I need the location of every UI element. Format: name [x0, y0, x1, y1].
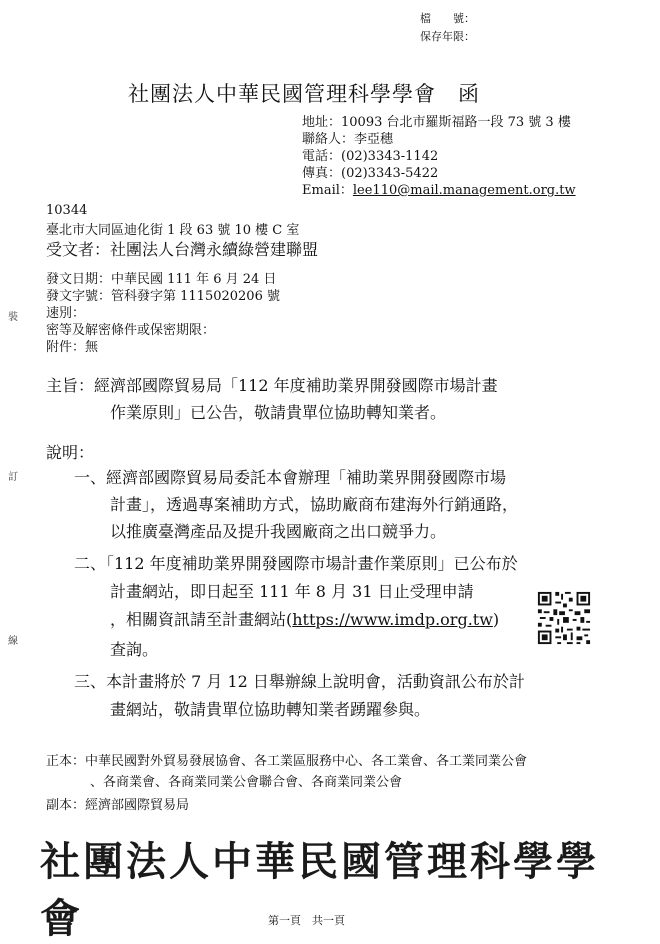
email-link[interactable]: lee110@mail.management.org.tw [352, 183, 576, 198]
margin-mark-zhuang: 裝 [8, 312, 18, 323]
retention-period-label: 保存年限： [420, 30, 475, 43]
item2-line-4: 查詢。 [110, 640, 159, 659]
subject-line-2: 作業原則」已公告，敬請貴單位協助轉知業者。 [110, 403, 447, 422]
document-number: 發文字號：管科發字第 1115020206 號 [46, 289, 280, 304]
item2-line-3-text: ，相關資訊請至計畫網站( [110, 610, 293, 629]
letter-title: 社團法人中華民國管理科學學會 函 [128, 82, 480, 106]
qr-code-image[interactable] [536, 590, 592, 646]
secrecy-level: 密等及解密條件或保密期限： [46, 323, 216, 338]
copy-recipients-row [46, 794, 189, 813]
sender-email-row [302, 179, 576, 198]
sender-contact: 聯絡人：李亞穗 [302, 132, 394, 147]
item2-line-3 [110, 607, 499, 630]
speed-class: 速別： [46, 306, 86, 321]
project-website-link[interactable]: https://www.imdp.org.tw [292, 610, 493, 629]
explanation-label: 說明： [46, 443, 95, 462]
organization-seal: 社團法人中華民國管理科學學會 [40, 838, 599, 942]
recipient-name: 受文者：社團法人台灣永續綠營建聯盟 [46, 240, 319, 259]
sender-fax: 傳真：(02)3343-5422 [302, 166, 439, 181]
copy-label: 副本： [46, 798, 86, 813]
recipient-address: 臺北市大同區迪化街 1 段 63 號 10 樓 C 室 [46, 223, 300, 238]
issue-date: 發文日期：中華民國 111 年 6 月 24 日 [46, 272, 277, 287]
item2-line-1: 二、「112 年度補助業界開發國際市場計畫作業原則」已公布於 [74, 554, 518, 573]
original-recipients-row [46, 750, 527, 769]
subject-line-1: 主旨：經濟部國際貿易局「112 年度補助業界開發國際市場計畫 [46, 376, 498, 395]
page-number: 第一頁 共一頁 [268, 914, 345, 927]
item1-line-1: 一、經濟部國際貿易局委託本會辦理「補助業界開發國際市場 [74, 468, 507, 487]
sender-address: 地址：10093 台北市羅斯福路一段 73 號 3 樓 [302, 115, 571, 130]
attachment: 附件：無 [46, 340, 99, 355]
item1-line-2: 計畫」，透過專案補助方式，協助廠商布建海外行銷通路， [110, 495, 519, 514]
item2-line-2: 計畫網站，即日起至 111 年 8 月 31 日止受理申請 [110, 582, 474, 601]
item1-line-3: 以推廣臺灣產品及提升我國廠商之出口競爭力。 [110, 522, 447, 541]
margin-mark-ding: 訂 [8, 472, 18, 483]
copy-recipients: 經濟部國際貿易局 [85, 798, 190, 813]
recipient-postcode: 10344 [46, 203, 88, 218]
item3-line-1: 三、本計畫將於 7 月 12 日舉辦線上說明會，活動資訊公布於計 [74, 672, 525, 691]
item2-close-paren: ) [492, 610, 500, 629]
original-recipients: 中華民國對外貿易發展協會、各工業區服務中心、各工業會、各工業同業公會 [85, 754, 528, 769]
margin-mark-xian: 線 [8, 636, 18, 647]
file-number-label: 檔 號： [420, 12, 475, 25]
original-recipients-line-2: 、各商業會、各商業同業公會聯合會、各商業同業公會 [90, 775, 403, 790]
original-label: 正本： [46, 754, 86, 769]
email-label: Email： [302, 183, 353, 198]
sender-phone: 電話：(02)3343-1142 [302, 149, 439, 164]
item3-line-2: 畫網站，敬請貴單位協助轉知業者踴躍參與。 [110, 700, 431, 719]
